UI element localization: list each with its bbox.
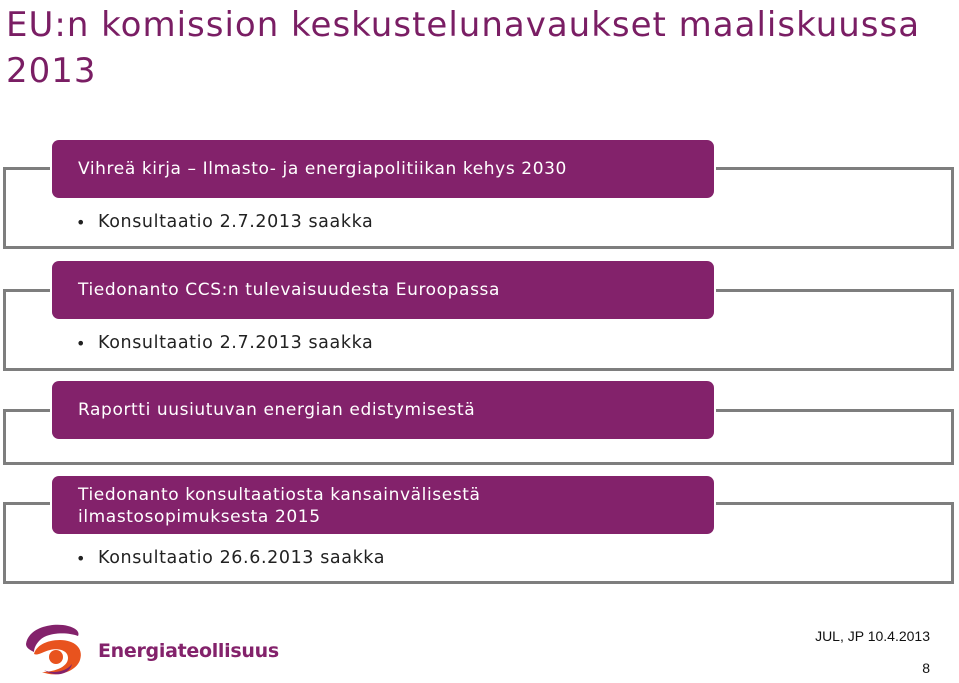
footer-author-date: JUL, JP 10.4.2013 [815, 628, 930, 644]
bullet-dot: • [76, 212, 87, 232]
bullet-text: Konsultaatio 26.6.2013 saakka [98, 548, 386, 568]
section-bullet-1 [76, 212, 373, 232]
section-heading-3: Raportti uusiutuvan energian edistymisestä [52, 381, 714, 439]
bullet-text: Konsultaatio 2.7.2013 saakka [98, 212, 374, 232]
section-heading-4 [52, 476, 714, 534]
section-heading-2: Tiedonanto CCS:n tulevaisuudesta Euroopassa [52, 261, 714, 319]
page-number: 8 [922, 660, 930, 676]
section-heading-4-line-2: ilmastosopimuksesta 2015 [78, 507, 321, 527]
section-heading-4-line-1: Tiedonanto konsultaatiosta kansainvälisestä [78, 485, 481, 505]
bullet-dot: • [76, 548, 87, 568]
bullet-text: Konsultaatio 2.7.2013 saakka [98, 333, 374, 353]
bullet-dot: • [76, 333, 87, 353]
section-bullet-4 [76, 548, 385, 568]
page-title: EU:n komission keskustelunavaukset maaliskuussa 2013 [6, 5, 921, 91]
section-bullet-2 [76, 333, 373, 353]
logo-text: Energiateollisuus [98, 640, 279, 662]
section-heading-1: Vihreä kirja – Ilmasto- ja energiapolitiikan kehys 2030 [52, 140, 714, 198]
